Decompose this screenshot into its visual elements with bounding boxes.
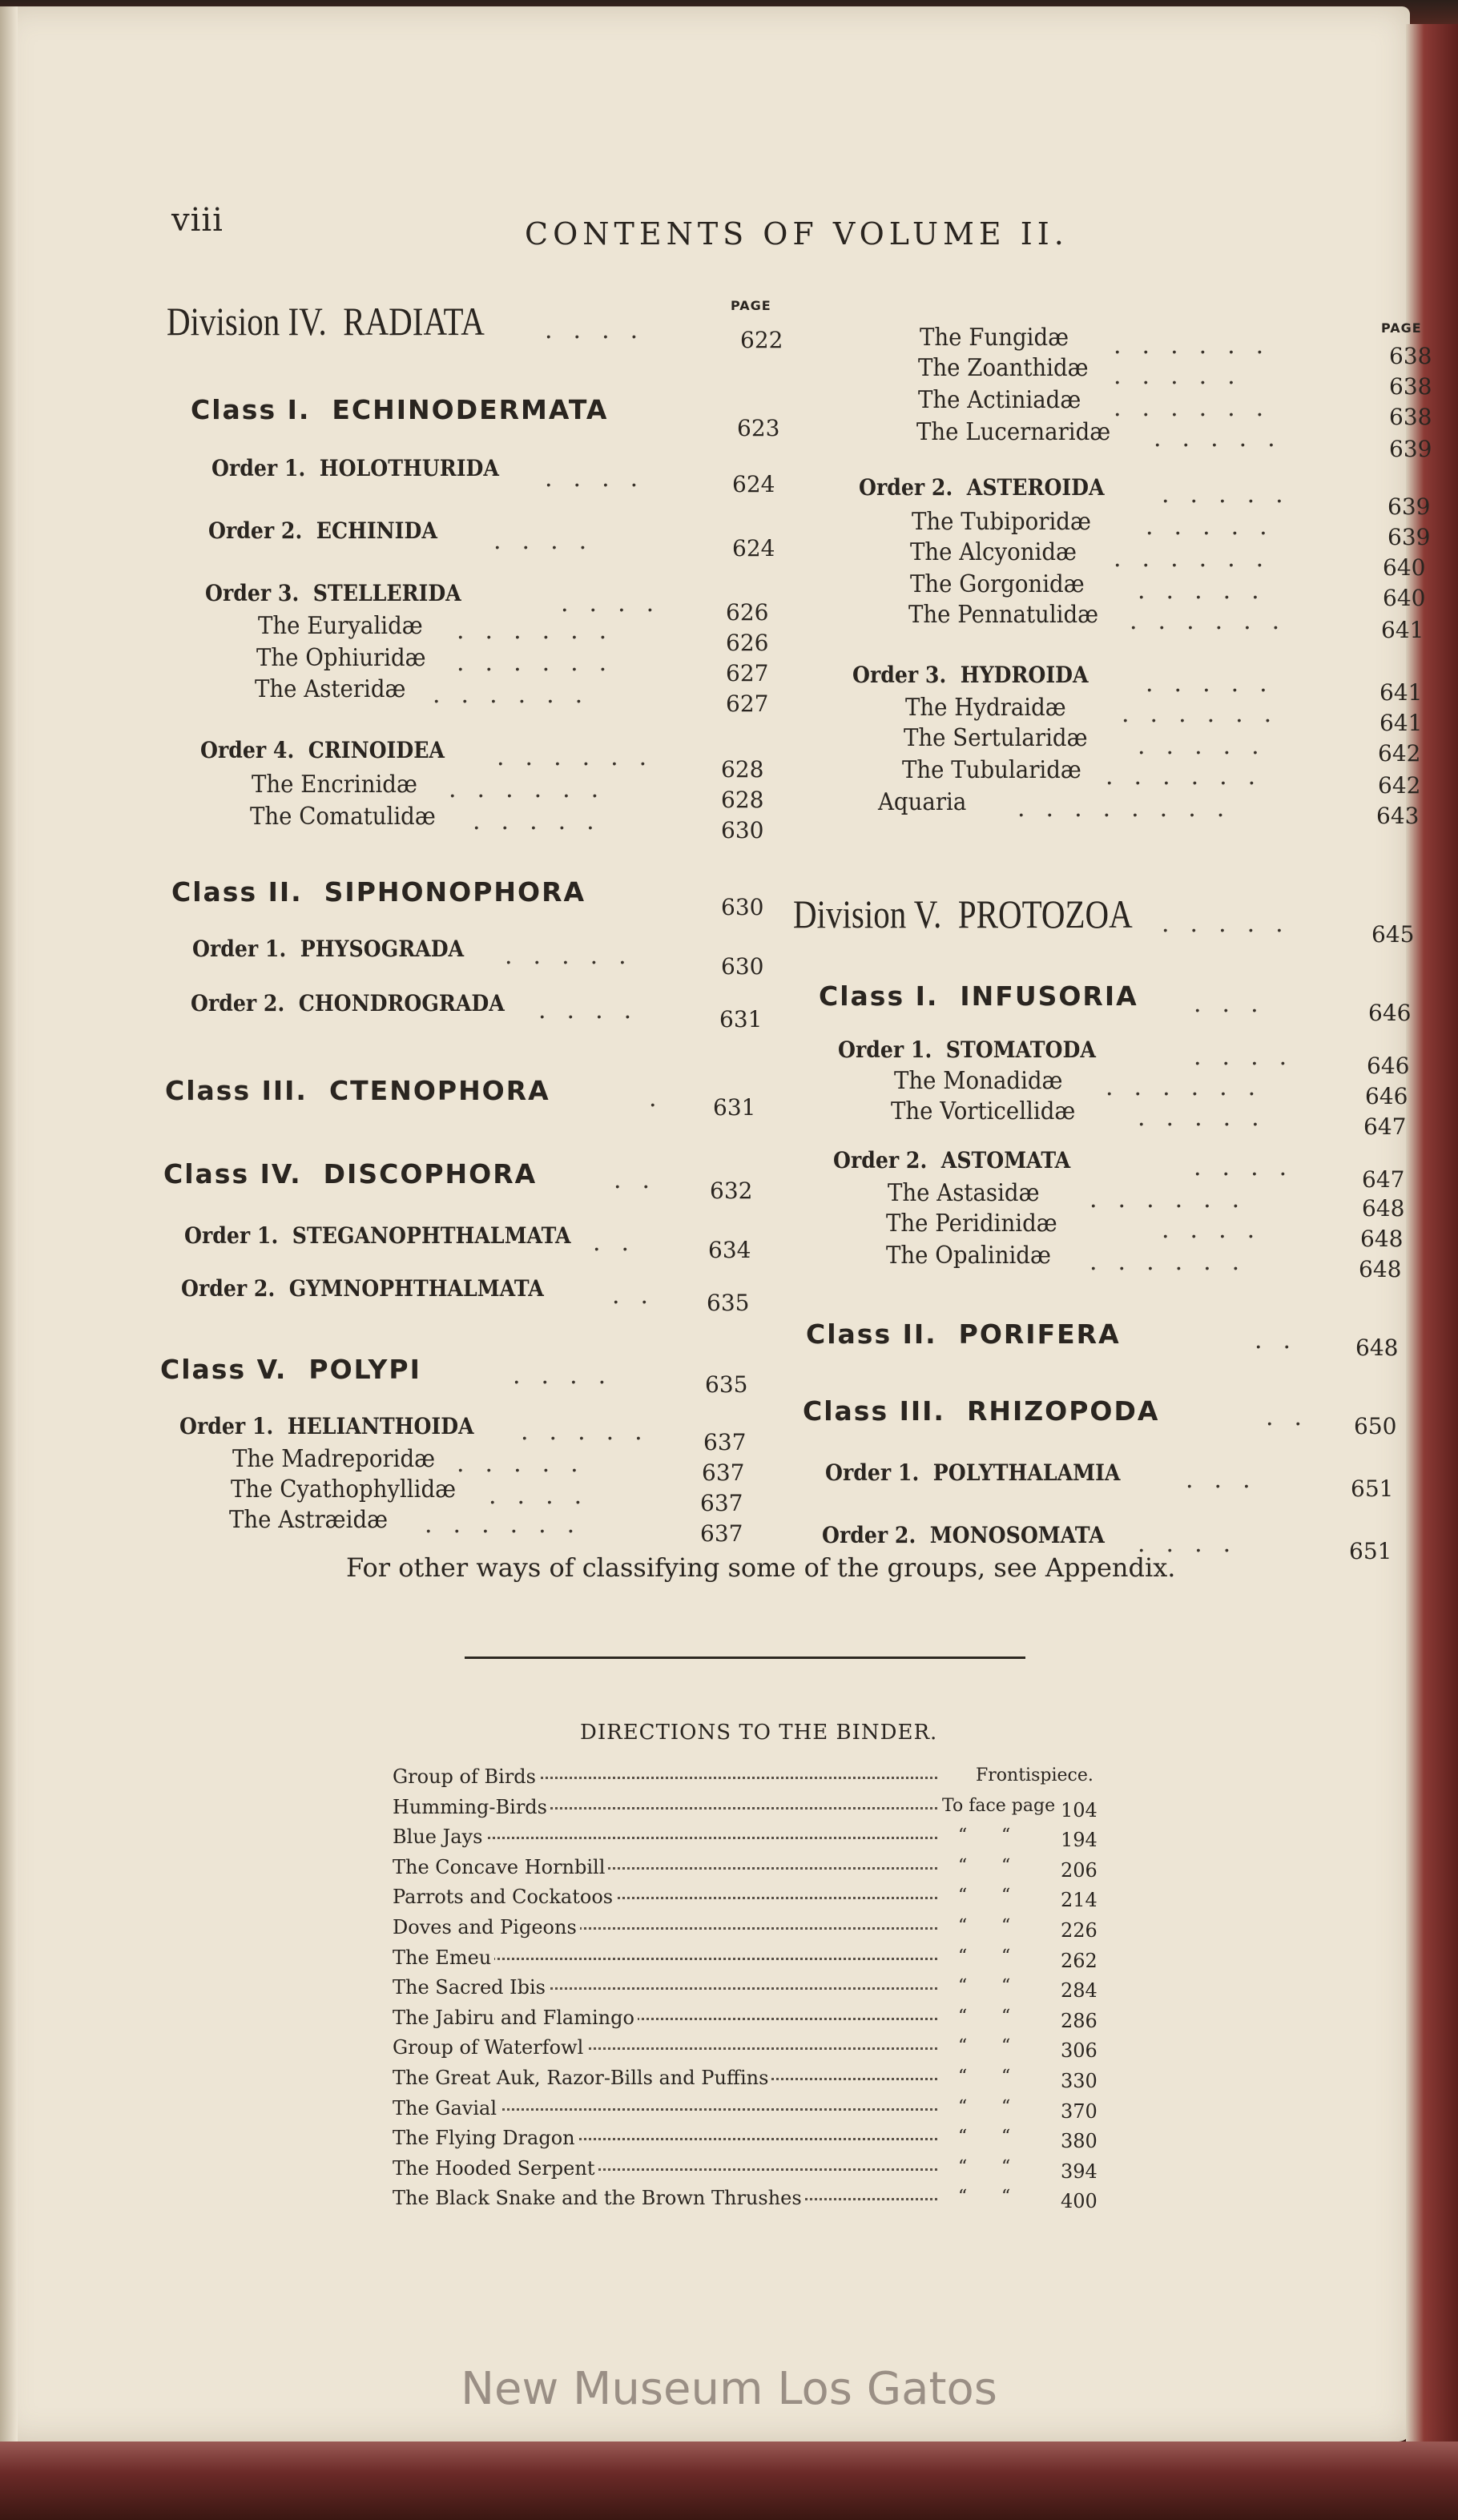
ditto-mark: “ — [958, 1826, 968, 1846]
leader-dots: ..... — [1162, 910, 1304, 938]
page-ref: 646 — [1365, 1083, 1408, 1109]
binder-page: 306 — [1061, 2039, 1098, 2063]
order-heading: Order 2. ASTOMATA — [833, 1147, 1071, 1173]
binder-placement: Frontispiece. — [971, 1765, 1094, 1785]
binder-row — [393, 2127, 1106, 2154]
ditto-mark: “ — [958, 2036, 968, 2057]
ditto-mark: “ — [958, 2156, 968, 2177]
page-ref: 624 — [732, 471, 775, 497]
page-ref: 651 — [1351, 1475, 1394, 1502]
binder-row — [393, 1826, 1106, 1853]
leader-dots: .. — [1266, 1403, 1323, 1431]
leader-dots: ...... — [425, 1511, 596, 1539]
binder-row — [393, 2187, 1106, 2214]
family-entry: The Vorticellidæ — [891, 1097, 1076, 1125]
order-heading: Order 3. HYDROIDA — [852, 662, 1089, 688]
family-entry: The Asteridæ — [255, 675, 406, 703]
page-ref: 631 — [719, 1006, 763, 1033]
page-ref: 643 — [1376, 803, 1420, 829]
leader-dots: .... — [545, 465, 659, 493]
family-entry: The Ophiuridæ — [256, 644, 426, 672]
ditto-mark: “ — [1001, 1855, 1011, 1876]
binder-plate-name: The Great Auk, Razor-Bills and Puffins — [393, 2067, 771, 2089]
page-ref: 648 — [1355, 1334, 1399, 1361]
family-entry: The Astasidæ — [888, 1179, 1040, 1207]
ditto-mark: “ — [1001, 1946, 1011, 1966]
leader-dots: ...... — [1089, 1248, 1261, 1276]
binder-row — [393, 2007, 1106, 2034]
page-ref: 642 — [1378, 740, 1421, 767]
leader-dots: ........ — [1017, 795, 1246, 823]
binder-row — [393, 2157, 1106, 2184]
page-number: viii — [171, 202, 224, 239]
page-ref: 638 — [1389, 373, 1432, 400]
page-ref: 630 — [721, 953, 764, 980]
page-ref: 627 — [726, 690, 769, 717]
binder-plate-name: Humming-Birds — [393, 1796, 550, 1818]
order-heading: Order 1. POLYTHALAMIA — [825, 1459, 1121, 1486]
page-ref: 641 — [1381, 617, 1424, 643]
binder-page: 380 — [1061, 2130, 1098, 2153]
page-ref: 641 — [1379, 710, 1423, 736]
leader-dots: .. — [593, 1229, 650, 1257]
leader-dots: ..... — [457, 1450, 599, 1478]
leader-dots: .... — [1194, 1153, 1308, 1182]
family-entry: The Encrinidæ — [252, 771, 417, 799]
page-ref: 637 — [700, 1490, 743, 1516]
ditto-mark: “ — [1001, 2156, 1011, 2177]
leader-dots: .... — [489, 1482, 603, 1510]
binder-page: 104 — [1061, 1798, 1098, 1822]
family-entry: The Alcyonidæ — [910, 538, 1077, 566]
page-ref: 648 — [1362, 1195, 1405, 1222]
page-ref: 640 — [1383, 585, 1426, 611]
order-heading: Order 2. GYMNOPHTHALMATA — [181, 1275, 544, 1302]
page-ref: 646 — [1368, 1000, 1412, 1026]
leader-dots: ..... — [1138, 1104, 1280, 1132]
order-heading: Order 1. PHYSOGRADA — [192, 936, 465, 962]
binder-plate-name: Parrots and Cockatoos — [393, 1886, 616, 1908]
order-heading: Order 2. MONOSOMATA — [822, 1522, 1105, 1548]
leader-dots: ...... — [497, 743, 668, 771]
page-ref: 639 — [1388, 493, 1431, 520]
binder-plate-name: The Gavial — [393, 2097, 500, 2119]
leader-dots: .... — [1194, 1043, 1308, 1071]
leader-dots: ... — [1194, 990, 1279, 1018]
page-ref: 638 — [1389, 343, 1432, 369]
ditto-mark: “ — [958, 1886, 968, 1906]
family-entry: The Cyathophyllidæ — [231, 1475, 457, 1504]
binder-plate-name: The Emeu — [393, 1946, 494, 1969]
ditto-mark: “ — [1001, 2096, 1011, 2117]
order-heading: Order 2. ASTEROIDA — [859, 474, 1105, 501]
binder-page: 286 — [1061, 2009, 1098, 2032]
family-entry: The Peridinidæ — [886, 1210, 1057, 1238]
ditto-mark: “ — [958, 1916, 968, 1936]
family-entry: The Opalinidæ — [886, 1242, 1051, 1270]
binder-plate-name: The Black Snake and the Brown Thrushes — [393, 2187, 805, 2209]
leader-dots: ..... — [1146, 513, 1288, 541]
binder-plate-name: Blue Jays — [393, 1826, 485, 1848]
leader-dots: ...... — [1114, 545, 1285, 573]
family-entry: The Comatulidæ — [250, 803, 436, 831]
family-entry: The Lucernaridæ — [916, 418, 1111, 446]
order-heading: Order 3. STELLERIDA — [205, 580, 461, 606]
leader-dots: ..... — [505, 942, 647, 970]
page-ref: 637 — [703, 1429, 747, 1455]
family-entry: The Zoanthidæ — [918, 354, 1089, 382]
leader-dots: ..... — [521, 1418, 663, 1446]
binder-row — [393, 1765, 1106, 1793]
ditto-mark: “ — [958, 2187, 968, 2208]
page-ref: 640 — [1383, 554, 1426, 581]
page-ref: 651 — [1349, 1538, 1392, 1564]
family-entry: The Madreporidæ — [232, 1445, 436, 1473]
binder-plate-name: The Jabiru and Flamingo — [393, 2007, 638, 2029]
family-entry: The Monadidæ — [894, 1067, 1063, 1095]
page-ref: 650 — [1354, 1413, 1397, 1439]
binder-plate-name: The Flying Dragon — [393, 2127, 578, 2149]
division-heading: Division IV. RADIATA — [167, 299, 485, 344]
leader-dots: ..... — [473, 807, 615, 835]
leader-dots: .... — [1162, 1216, 1276, 1244]
binder-plate-name: The Sacred Ibis — [393, 1976, 549, 1999]
binder-page: 394 — [1061, 2160, 1098, 2183]
leader-dots: ... — [1186, 1466, 1271, 1494]
class-heading: Class I. INFUSORIA — [819, 980, 1138, 1012]
page-ref: 627 — [726, 660, 769, 686]
page-column-label: PAGE — [731, 298, 771, 313]
class-heading: Class V. POLYPI — [160, 1354, 421, 1385]
leader-dots: ...... — [457, 617, 628, 645]
class-heading: Class III. RHIZOPODA — [803, 1395, 1160, 1427]
order-heading: Order 1. STEGANOPHTHALMATA — [184, 1222, 571, 1249]
page-ref: 647 — [1363, 1113, 1407, 1140]
binder-page: 284 — [1061, 1979, 1098, 2003]
ditto-mark: “ — [1001, 1916, 1011, 1936]
page-ref: 623 — [737, 415, 780, 441]
ditto-mark: “ — [1001, 2127, 1011, 2148]
page-ref: 628 — [721, 756, 764, 783]
ditto-mark: “ — [958, 1946, 968, 1966]
leader-dots: ...... — [457, 649, 628, 677]
class-heading: Class IV. DISCOPHORA — [163, 1158, 538, 1190]
leader-dots: .... — [513, 1362, 627, 1390]
page-ref: 641 — [1379, 679, 1423, 706]
leader-dots: .... — [493, 527, 608, 555]
leader-dots: ...... — [1106, 763, 1277, 791]
leader-dots: ..... — [1154, 425, 1296, 453]
page-ref: 631 — [713, 1094, 756, 1121]
ditto-mark: “ — [1001, 2036, 1011, 2057]
page-ref: 648 — [1359, 1256, 1402, 1282]
leader-dots: ...... — [1114, 394, 1285, 422]
binder-page: 370 — [1061, 2099, 1098, 2123]
page-ref: 622 — [740, 327, 783, 353]
leader-dots: .. — [612, 1282, 670, 1310]
leader-dots: ..... — [1138, 577, 1280, 605]
family-entry: The Actiniadæ — [918, 386, 1081, 414]
watermark: New Museum Los Gatos — [461, 2363, 997, 2415]
binder-row — [393, 1946, 1106, 1974]
order-heading: Order 1. HELIANTHOIDA — [179, 1413, 474, 1439]
page-ref: 642 — [1378, 772, 1421, 799]
page-ref: 630 — [721, 894, 764, 920]
leader-dots: ...... — [449, 775, 620, 803]
family-entry: The Hydraidæ — [905, 694, 1066, 722]
class-heading: Class II. PORIFERA — [806, 1318, 1121, 1350]
family-entry: The Tubiporidæ — [912, 508, 1091, 536]
ditto-mark: “ — [958, 2006, 968, 2027]
page-ref: 630 — [721, 817, 764, 843]
page-ref: 635 — [705, 1371, 748, 1398]
ditto-mark: “ — [1001, 1976, 1011, 1997]
family-entry: The Gorgonidæ — [910, 570, 1085, 598]
leader-dots: ...... — [1106, 1073, 1277, 1101]
leader-dots: ..... — [1114, 362, 1256, 390]
binder-page: 226 — [1061, 1919, 1098, 1942]
leader-dots: .. — [614, 1166, 671, 1194]
ditto-mark: “ — [958, 2096, 968, 2117]
leader-dots: .... — [545, 316, 659, 344]
page-ref: 648 — [1360, 1226, 1404, 1252]
page-title: CONTENTS OF VOLUME II. — [525, 216, 1069, 252]
leader-dots: ...... — [1114, 332, 1285, 360]
binder-row — [393, 1976, 1106, 2003]
binder-plate-name: The Hooded Serpent — [393, 2157, 598, 2180]
order-heading: Order 4. CRINOIDEA — [200, 737, 445, 763]
page-ref: 637 — [702, 1459, 745, 1486]
page-ref: 646 — [1367, 1053, 1410, 1079]
footnote: For other ways of classifying some of the groups, see Appendix. — [346, 1552, 1176, 1583]
binder-row — [393, 2036, 1106, 2063]
page-ref: 637 — [700, 1520, 743, 1547]
ditto-mark: “ — [1001, 2006, 1011, 2027]
page-ref: 638 — [1389, 404, 1432, 430]
binder-placement: To face page — [937, 1796, 1055, 1816]
ditto-mark: “ — [958, 1855, 968, 1876]
binder-row — [393, 1856, 1106, 1883]
page-ref: 632 — [710, 1177, 753, 1204]
leader-dots: .... — [538, 996, 653, 1025]
family-entry: The Fungidæ — [920, 324, 1069, 352]
page-ref: 645 — [1371, 921, 1415, 948]
binder-page: 262 — [1061, 1949, 1098, 1972]
ditto-mark: “ — [1001, 2187, 1011, 2208]
leader-dots: ...... — [1122, 700, 1293, 728]
binder-plate-name: Doves and Pigeons — [393, 1916, 580, 1938]
leader-dots: .... — [561, 590, 675, 618]
family-entry: The Pennatulidæ — [908, 601, 1099, 629]
binder-page: 330 — [1061, 2070, 1098, 2092]
binder-heading: DIRECTIONS TO THE BINDER. — [580, 1721, 938, 1745]
leader-dots: ..... — [1138, 732, 1280, 760]
page-ref: 639 — [1388, 524, 1431, 550]
page-ref: 635 — [707, 1290, 750, 1316]
page-column-label: PAGE — [1381, 320, 1422, 336]
binder-row — [393, 1916, 1106, 1943]
leader-dots: ...... — [1089, 1186, 1261, 1214]
family-entry: The Astræidæ — [229, 1506, 389, 1534]
page-ref: 626 — [726, 630, 769, 656]
binder-page: 206 — [1061, 1858, 1098, 1882]
family-entry: The Euryalidæ — [258, 612, 423, 640]
section-divider — [465, 1657, 1025, 1659]
ditto-mark: “ — [958, 2127, 968, 2148]
binder-plate-name: The Concave Hornbill — [393, 1856, 608, 1878]
ditto-mark: “ — [958, 1976, 968, 1997]
order-heading: Order 1. HOLOTHURIDA — [211, 455, 499, 481]
leader-dots: ...... — [1130, 607, 1301, 635]
binder-row — [393, 2067, 1106, 2094]
binder-plate-name: Group of Birds — [393, 1765, 539, 1788]
family-entry: The Sertularidæ — [904, 724, 1088, 752]
order-heading: Order 1. STOMATODA — [838, 1037, 1096, 1063]
family-entry: The Tubularidæ — [902, 756, 1081, 784]
leader-dots: ...... — [433, 681, 604, 709]
ditto-mark: “ — [1001, 1886, 1011, 1906]
leader-dots: ..... — [1162, 481, 1304, 509]
class-heading: Class III. CTENOPHORA — [165, 1075, 550, 1106]
binder-row — [393, 2097, 1106, 2124]
page-gutter — [0, 6, 18, 2442]
leader-dots: ..... — [1146, 670, 1288, 698]
ditto-mark: “ — [1001, 1826, 1011, 1846]
ditto-mark: “ — [1001, 2067, 1011, 2087]
order-heading: Order 2. ECHINIDA — [208, 517, 437, 544]
leader-dots: .. — [1255, 1326, 1312, 1355]
family-entry: Aquaria — [878, 788, 967, 816]
page-ref: 624 — [732, 535, 775, 562]
binder-page: 194 — [1061, 1829, 1098, 1852]
binder-row — [393, 1796, 1106, 1823]
binder-plate-name: Group of Waterfowl — [393, 2036, 586, 2059]
leader-dots: .... — [1138, 1530, 1252, 1558]
page-ref: 647 — [1362, 1166, 1405, 1193]
leader-dots: . — [649, 1085, 678, 1113]
division-heading: Division V. PROTOZOA — [793, 892, 1133, 936]
page-ref: 639 — [1389, 436, 1432, 462]
binder-page: 214 — [1061, 1889, 1098, 1912]
class-heading: Class I. ECHINODERMATA — [191, 394, 609, 425]
binder-row — [393, 1886, 1106, 1913]
ditto-mark: “ — [958, 2067, 968, 2087]
binder-page: 400 — [1061, 2190, 1098, 2213]
page-ref: 626 — [726, 599, 769, 626]
page-ref: 628 — [721, 787, 764, 813]
page-ref: 634 — [708, 1237, 751, 1263]
book-cover-bottom-edge — [0, 2442, 1458, 2520]
class-heading: Class II. SIPHONOPHORA — [171, 876, 586, 908]
order-heading: Order 2. CHONDROGRADA — [191, 990, 505, 1016]
